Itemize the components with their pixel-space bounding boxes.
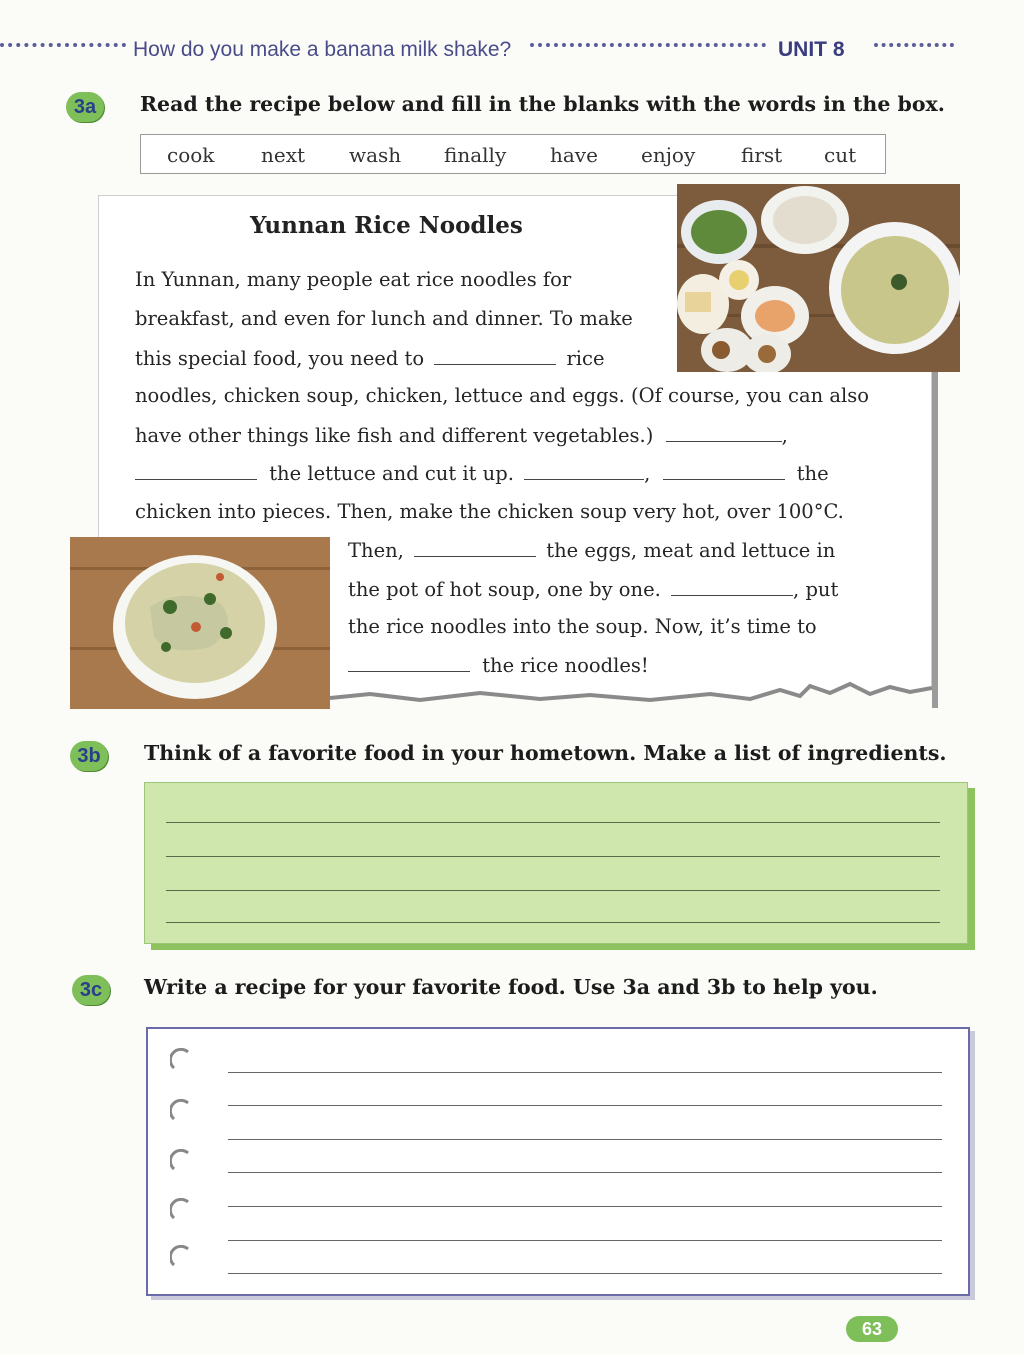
word-item: enjoy (641, 143, 696, 167)
word-item: finally (444, 143, 507, 167)
header-dots-right (874, 43, 954, 67)
recipe-line (348, 654, 649, 677)
writing-line[interactable] (228, 1240, 942, 1241)
ingredients-list-box[interactable] (144, 782, 968, 944)
unit-label: UNIT 8 (778, 38, 845, 61)
badge-3c: 3c (72, 975, 110, 1005)
recipe-line (135, 347, 605, 370)
recipe-line (348, 539, 835, 562)
recipe-text: the pot of hot soup, one by one. (348, 578, 661, 601)
blank-2[interactable] (666, 427, 782, 442)
recipe-text: Then, (348, 539, 404, 562)
word-item: cut (824, 143, 857, 167)
badge-3b: 3b (70, 741, 108, 771)
recipe-line (348, 578, 838, 601)
writing-line[interactable] (166, 922, 940, 923)
badge-3a: 3a (66, 92, 104, 122)
torn-edge (330, 676, 932, 712)
writing-line[interactable] (228, 1206, 942, 1207)
blank-3[interactable] (135, 465, 257, 480)
blank-1[interactable] (434, 350, 556, 365)
writing-line[interactable] (166, 856, 940, 857)
word-item: next (261, 143, 306, 167)
recipe-line: In Yunnan, many people eat rice noodles for (135, 268, 572, 291)
noodle-bowl-photo (70, 537, 330, 709)
blank-4[interactable] (524, 465, 644, 480)
word-box (140, 134, 886, 174)
ring-binder-icon (170, 1048, 192, 1070)
writing-line[interactable] (228, 1172, 942, 1173)
recipe-text: the (796, 462, 829, 485)
recipe-line: chicken into pieces. Then, make the chicken soup very hot, over 100°C. (135, 500, 844, 523)
blank-7[interactable] (671, 581, 793, 596)
recipe-line: breakfast, and even for lunch and dinner. To make (135, 307, 633, 330)
ring-binder-icon (170, 1198, 192, 1220)
recipe-line (135, 462, 829, 485)
recipe-text: the eggs, meat and lettuce in (546, 539, 836, 562)
recipe-text: this special food, you need to (135, 347, 425, 370)
header-dots-left (0, 43, 126, 67)
header-dots-middle (530, 43, 766, 67)
ring-binder-icon (170, 1245, 192, 1267)
recipe-text: , (644, 462, 651, 485)
recipe-text: the lettuce and cut it up. (269, 462, 514, 485)
recipe-text: the rice noodles! (482, 654, 649, 677)
page-header (0, 38, 1024, 68)
recipe-text: have other things like fish and different vegetables.) (135, 424, 654, 447)
writing-line[interactable] (228, 1139, 942, 1140)
writing-line[interactable] (228, 1273, 942, 1274)
ingredients-photo (677, 184, 960, 372)
blank-6[interactable] (414, 542, 536, 557)
instruction-3b: Think of a favorite food in your hometown. Make a list of ingredients. (144, 741, 947, 765)
header-title: How do you make a banana milk shake? (133, 38, 512, 61)
recipe-text: rice (566, 347, 605, 370)
recipe-line (135, 424, 788, 447)
writing-line[interactable] (228, 1072, 942, 1073)
recipe-line: the rice noodles into the soup. Now, it’s time to (348, 615, 817, 638)
word-item: first (741, 143, 783, 167)
writing-line[interactable] (166, 890, 940, 891)
word-item: wash (349, 143, 402, 167)
ring-binder-icon (170, 1099, 192, 1121)
writing-line[interactable] (228, 1105, 942, 1106)
recipe-text: , (781, 424, 788, 447)
recipe-title: Yunnan Rice Noodles (250, 212, 523, 239)
instruction-3a: Read the recipe below and fill in the blanks with the words in the box. (140, 92, 945, 116)
word-item: have (550, 143, 598, 167)
writing-line[interactable] (166, 822, 940, 823)
page-number: 63 (846, 1316, 898, 1342)
blank-5[interactable] (663, 465, 785, 480)
instruction-3c: Write a recipe for your favorite food. Use 3a and 3b to help you. (144, 975, 878, 999)
word-item: cook (167, 143, 215, 167)
ring-binder-icon (170, 1149, 192, 1171)
recipe-text: , put (793, 578, 839, 601)
recipe-line: noodles, chicken soup, chicken, lettuce and eggs. (Of course, you can also (135, 384, 869, 407)
blank-8[interactable] (348, 657, 470, 672)
recipe-writing-box[interactable] (146, 1027, 970, 1296)
